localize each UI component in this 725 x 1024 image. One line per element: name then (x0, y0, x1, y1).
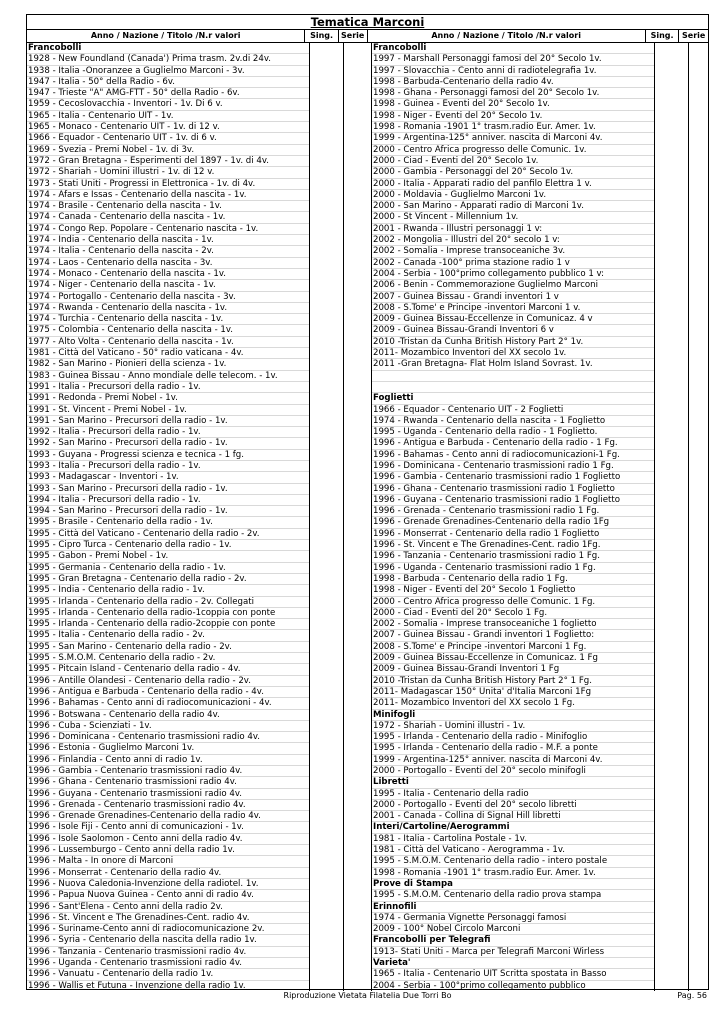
list-item: 1995 - Città del Vaticano - Centenario della radio - 2v. (27, 529, 309, 540)
list-item: 1993 - San Marino - Precursori della radio - 1v. (27, 484, 309, 495)
list-item: 2010 -Tristan da Cunha British History Part 2° 1v. (372, 337, 654, 348)
list-item: 2002 - Canada -100° prima stazione radio 1 v (372, 258, 654, 269)
list-item: 1996 - Grenada - Centenario trasmissioni radio 1 Fg. (372, 506, 654, 517)
list-item: 1974 - Afars e Issas - Centenario della nascita - 1v. (27, 190, 309, 201)
list-item: 1977 - Alto Volta - Centenario della nascita - 1v. (27, 337, 309, 348)
list-item: 2009 - Guinea Bissau-Grandi Inventori 6 v (372, 325, 654, 336)
header-sing-left: Sing. (305, 30, 339, 42)
list-item: 1996 - Gambia - Centenario trasmissioni radio 4v. (27, 766, 309, 777)
header-title-right: Anno / Nazione / Titolo /N.r valori (368, 30, 646, 42)
list-item: 1993 - Italia - Precursori della radio - 1v. (27, 461, 309, 472)
list-item: 1991 - Redonda - Premi Nobel - 1v. (27, 393, 309, 404)
section-heading: Erinnofili (372, 902, 654, 913)
list-item: 1928 - New Foundland (Canada') Prima trasm. 2v.di 24v. (27, 54, 309, 65)
list-item (372, 382, 654, 393)
list-item: 1974 - India - Centenario della nascita - 1v. (27, 235, 309, 246)
list-item: 1995 - S.M.O.M. Centenario della radio - intero postale (372, 856, 654, 867)
list-item: 2008 - S.Tome' e Principe -inventori Marconi 1 Fg. (372, 642, 654, 653)
list-item: 1995 - Irlanda - Centenario della radio - M.F. a ponte (372, 743, 654, 754)
page-footer (26, 990, 709, 1002)
list-item: 2004 - Serbia - 100°primo collegamento pubblico 1 v: (372, 269, 654, 280)
list-item: 2000 - Centro Africa progresso delle Comunic. 1v. (372, 145, 654, 156)
list-item: 2011 -Gran Bretagna- Flat Holm Island Sovrast. 1v. (372, 359, 654, 370)
list-item: 1974 - Rwanda - Centenario della nascita - 1 Foglietto (372, 416, 654, 427)
list-item: 1993 - Guyana - Progressi scienza e tecnica - 1 fg. (27, 450, 309, 461)
list-item: 1996 - Dominicana - Centenario trasmissioni radio 1 Fg. (372, 461, 654, 472)
list-item: 2000 - St Vincent - Millennium 1v. (372, 212, 654, 223)
list-item: 1972 - Shariah - Uomini illustri - 1v. (372, 721, 654, 732)
footer-text: Riproduzione Vietata Filatelia Due Torri Bo (283, 991, 452, 1000)
list-item: 1996 - Botswana - Centenario della radio 4v. (27, 710, 309, 721)
list-item: 1996 - Ghana - Centenario trasmissioni radio 1 Foglietto (372, 484, 654, 495)
list-item: 1973 - Stati Uniti - Progressi in Elettronica - 1v. di 4v. (27, 179, 309, 190)
list-item: 2001 - Canada - Collina di Signal Hill libretti (372, 811, 654, 822)
section-heading: Francobolli per Telegrafi (372, 935, 654, 946)
list-item: 2009 - Guinea Bissau-Grandi Inventori 1 Fg (372, 664, 654, 675)
list-item: 1998 - Barbuda-Centenario della radio 4v. (372, 77, 654, 88)
page-title: Tematica Marconi (27, 15, 708, 30)
list-item: 1974 - Italia - Centenario della nascita - 2v. (27, 246, 309, 257)
list-item: 2000 - Moldavia - Guglielmo Marconi 1v. (372, 190, 654, 201)
section-heading: Prove di Stampa (372, 879, 654, 890)
list-item: 1983 - Guinea Bissau - Anno mondiale delle telecom. - 1v. (27, 371, 309, 382)
list-item: 1995 - Gran Bretagna - Centenario della radio - 2v. (27, 574, 309, 585)
list-item: 2006 - Benin - Commemorazione Guglielmo Marconi (372, 280, 654, 291)
list-item: 2011- Madagascar 150° Unita' d'Italia Marconi 1Fg (372, 687, 654, 698)
list-item: 1996 - Grenade Grenadines-Centenario della radio 4v. (27, 811, 309, 822)
list-item: 1974 - Canada - Centenario della nascita - 1v. (27, 212, 309, 223)
list-item: 2007 - Guinea Bissau - Grandi inventori 1 Foglietto: (372, 630, 654, 641)
list-item: 1959 - Cecoslovacchia - Inventori - 1v. Di 6 v. (27, 99, 309, 110)
list-item: 1996 - Gambia - Centenario trasmissioni radio 1 Foglietto (372, 472, 654, 483)
list-item: 1998 - Barbuda - Centenario della radio 1 Fg. (372, 574, 654, 585)
section-heading: Francobolli (372, 43, 654, 54)
list-item: 2011- Mozambico Inventori del XX secolo 1 Fg. (372, 698, 654, 709)
list-item: 2000 - Ciad - Eventi del 20° Secolo 1 Fg. (372, 608, 654, 619)
list-item: 1996 - Tanzania - Centenario trasmissioni radio 4v. (27, 947, 309, 958)
list-item: 2002 - Somalia - Imprese transoceaniche 1 foglietto (372, 619, 654, 630)
list-item: 1974 - Niger - Centenario della nascita - 1v. (27, 280, 309, 291)
list-item: 1998 - Niger - Eventi del 20° Secolo 1v. (372, 111, 654, 122)
list-item: 1996 - Isole Fiji - Cento anni di comunicazioni - 1v. (27, 822, 309, 833)
column-headers (27, 30, 708, 43)
list-item: 1995 - Irlanda - Centenario della radio-1coppia con ponte (27, 608, 309, 619)
list-item: 1913- Stati Uniti - Marca per Telegrafi Marconi Wirless (372, 947, 654, 958)
list-item: 1974 - Congo Rep. Popolare - Centenario nascita - 1v. (27, 224, 309, 235)
list-item: 2000 - Portogallo - Eventi del 20° secolo libretti (372, 800, 654, 811)
list-item: 2007 - Guinea Bissau - Grandi inventori 1 v (372, 292, 654, 303)
list-item: 1999 - Argentina-125° anniver. nascita di Marconi 4v. (372, 133, 654, 144)
list-item (372, 371, 654, 382)
list-item: 1996 - Syria - Centenario della nascita della radio 1v. (27, 935, 309, 946)
list-item: 1995 - S.M.O.M. Centenario della radio - 2v. (27, 653, 309, 664)
list-item: 2001 - Rwanda - Illustri personaggi 1 v: (372, 224, 654, 235)
list-item: 1991 - Italia - Precursori della radio - 1v. (27, 382, 309, 393)
list-item: 1995 - S.M.O.M. Centenario della radio prova stampa (372, 890, 654, 901)
left-column (27, 43, 372, 991)
list-item: 1972 - Shariah - Uomini illustri - 1v. di 12 v. (27, 167, 309, 178)
list-item: 1996 - Grenade Grenadines-Centenario della radio 1Fg (372, 517, 654, 528)
list-item: 1995 - San Marino - Centenario della radio - 2v. (27, 642, 309, 653)
list-item: 1996 - Sant'Elena - Cento anni della radio 2v. (27, 902, 309, 913)
list-item: 1997 - Slovacchia - Cento anni di radiotelegrafia 1v. (372, 66, 654, 77)
section-heading: Minifogli (372, 710, 654, 721)
list-item: 1974 - Brasile - Centenario della nascita - 1v. (27, 201, 309, 212)
list-item: 1938 - Italia -Onoranzee a Guglielmo Marconi - 3v. (27, 66, 309, 77)
header-sing-right: Sing. (646, 30, 680, 42)
list-item: 1947 - Trieste "A" AMG-FTT - 50° della Radio - 6v. (27, 88, 309, 99)
list-item: 2009 - 100° Nobel Circolo Marconi (372, 924, 654, 935)
list-item: 1995 - Italia - Centenario della radio (372, 789, 654, 800)
list-item: 1996 - Nuova Caledonia-Invenzione della radiotel. 1v. (27, 879, 309, 890)
list-item: 1996 - Finlandia - Cento anni di radio 1v. (27, 755, 309, 766)
list-item: 1996 - Bahamas - Cento anni di radiocomunicazioni - 4v. (27, 698, 309, 709)
list-item: 1965 - Monaco - Centenario UIT - 1v. di 12 v. (27, 122, 309, 133)
list-item: 1994 - San Marino - Precursori della radio - 1v. (27, 506, 309, 517)
list-item: 1995 - Pitcain Island - Centenario della radio - 4v. (27, 664, 309, 675)
list-item: 1995 - Gabon - Premi Nobel - 1v. (27, 551, 309, 562)
list-item: 1996 - Antille Olandesi - Centenario della radio - 2v. (27, 676, 309, 687)
list-item: 2010 -Tristan da Cunha British History Part 2° 1 Fg. (372, 676, 654, 687)
list-item: 1995 - Cipro Turca - Centenario della radio - 1v. (27, 540, 309, 551)
list-item: 1993 - Madagascar - Inventori - 1v. (27, 472, 309, 483)
list-item: 1995 - Brasile - Centenario della radio - 1v. (27, 517, 309, 528)
list-item: 1996 - St. Vincent e The Grenadines-Cent. radio 4v. (27, 913, 309, 924)
list-item: 1975 - Colombia - Centenario della nascita - 1v. (27, 325, 309, 336)
list-item: 1996 - Tanzania - Centenario trasmissioni radio 1 Fg. (372, 551, 654, 562)
list-item: 1996 - Cuba - Scienziati - 1v. (27, 721, 309, 732)
list-item: 1996 - St. Vincent e The Grenadines-Cent. radio 1Fg. (372, 540, 654, 551)
list-item: 1998 - Ghana - Personaggi famosi del 20° Secolo 1v. (372, 88, 654, 99)
list-item: 1992 - San Marino - Precursori della radio - 1v. (27, 438, 309, 449)
list-item: 1969 - Svezia - Premi Nobel - 1v. di 3v. (27, 145, 309, 156)
list-item: 1996 - Dominicana - Centenario trasmissioni radio 4v. (27, 732, 309, 743)
list-item: 1996 - Monserrat - Centenario della radio 1 Foglietto (372, 529, 654, 540)
list-item: 2008 - S.Tome' e Principe -inventori Marconi 1 v. (372, 303, 654, 314)
header-serie-left: Serie (339, 30, 368, 42)
list-item: 1974 - Germania Vignette Personaggi famosi (372, 913, 654, 924)
section-heading: Libretti (372, 777, 654, 788)
list-item: 1992 - Italia - Precursori della radio - 1v. (27, 427, 309, 438)
list-item: 1966 - Equador - Centenario UIT - 2 Foglietti (372, 405, 654, 416)
list-item: 1996 - Ghana - Centenario trasmissioni radio 4v. (27, 777, 309, 788)
list-item: 1991 - St. Vincent - Premi Nobel - 1v. (27, 405, 309, 416)
catalog-sheet (26, 14, 709, 990)
list-item: 2009 - Guinea Bissau-Eccellenze in Comunicaz. 4 v (372, 314, 654, 325)
list-item: 1998 - Niger - Eventi del 20° Secolo 1 Foglietto (372, 585, 654, 596)
header-title-left: Anno / Nazione / Titolo /N.r valori (27, 30, 305, 42)
section-heading: Interi/Cartoline/Aerogrammi (372, 822, 654, 833)
list-item: 1994 - Italia - Precursori della radio - 1v. (27, 495, 309, 506)
list-item: 2011- Mozambico Inventori del XX secolo 1v. (372, 348, 654, 359)
list-item: 1996 - Guyana - Centenario trasmissioni radio 1 Foglietto (372, 495, 654, 506)
list-item: 1996 - Monserrat - Centenario della radio 4v. (27, 868, 309, 879)
list-item: 1966 - Equador - Centenario UIT - 1v. di 6 v. (27, 133, 309, 144)
list-item: 1995 - Italia - Centenario della radio - 2v. (27, 630, 309, 641)
list-item: 1996 - Grenada - Centenario trasmissioni radio 4v. (27, 800, 309, 811)
list-item: 1996 - Suriname-Cento anni di radiocomunicazione 2v. (27, 924, 309, 935)
list-item: 1996 - Uganda - Centenario trasmissioni radio 1 Fg. (372, 563, 654, 574)
list-item: 1996 - Vanuatu - Centenario della radio 1v. (27, 969, 309, 980)
list-item: 2000 - Italia - Apparati radio del panfilo Elettra 1 v. (372, 179, 654, 190)
list-item: 1974 - Turchia - Centenario della nascita - 1v. (27, 314, 309, 325)
list-item: 1981 - Italia - Cartolina Postale - 1v. (372, 834, 654, 845)
header-serie-right: Serie (682, 31, 706, 40)
right-column (372, 43, 708, 991)
list-item: 1947 - Italia - 50° della Radio - 6v. (27, 77, 309, 88)
list-item: 1998 - Guinea - Eventi del 20° Secolo 1v. (372, 99, 654, 110)
list-item: 2000 - Gambia - Personaggi del 20° Secolo 1v. (372, 167, 654, 178)
list-item: 1996 - Antigua e Barbuda - Centenario della radio - 1 Fg. (372, 438, 654, 449)
list-item: 2002 - Somalia - Imprese transoceaniche 3v. (372, 246, 654, 257)
section-heading: Varieta' (372, 958, 654, 969)
list-item: 1996 - Uganda - Centenario trasmissioni radio 4v. (27, 958, 309, 969)
list-item: 2009 - Guinea Bissau-Eccellenze in Comunicaz. 1 Fg (372, 653, 654, 664)
list-item: 2000 - Ciad - Eventi del 20° Secolo 1v. (372, 156, 654, 167)
list-item: 1974 - Portogallo - Centenario della nascita - 3v. (27, 292, 309, 303)
list-item: 1995 - Uganda - Centenario della radio - 1 Foglietto. (372, 427, 654, 438)
list-item: 1965 - Italia - Centenario UIT Scritta spostata in Basso (372, 969, 654, 980)
list-item: 1996 - Wallis et Futuna - Invenzione della radio 1v. (27, 981, 309, 991)
list-item: 2002 - Mongolia - Illustri del 20° secolo 1 v: (372, 235, 654, 246)
list-item: 2004 - Serbia - 100°primo collegamento pubblico (372, 981, 654, 991)
list-item: 1997 - Marshall Personaggi famosi del 20° Secolo 1v. (372, 54, 654, 65)
list-item: 1974 - Laos - Centenario della nascita - 3v. (27, 258, 309, 269)
list-item: 1972 - Gran Bretagna - Esperimenti del 1897 - 1v. di 4v. (27, 156, 309, 167)
list-item: 1996 - Estonia - Guglielmo Marconi 1v. (27, 743, 309, 754)
list-item: 1996 - Bahamas - Cento anni di radiocomunicazioni-1 Fg. (372, 450, 654, 461)
list-item: 1981 - Città del Vaticano - 50° radio vaticana - 4v. (27, 348, 309, 359)
list-item: 2000 - San Marino - Apparati radio di Marconi 1v. (372, 201, 654, 212)
section-heading: Foglietti (372, 393, 654, 404)
section-heading: Francobolli (27, 43, 309, 54)
list-item: 1974 - Monaco - Centenario della nascita - 1v. (27, 269, 309, 280)
list-item: 1995 - Irlanda - Centenario della radio - Minifoglio (372, 732, 654, 743)
list-item: 1996 - Lussemburgo - Cento anni della radio 1v. (27, 845, 309, 856)
list-item: 1995 - Irlanda - Centenario della radio - 2v. Collegati (27, 597, 309, 608)
list-item: 1998 - Romania -1901 1° trasm.radio Eur. Amer. 1v. (372, 122, 654, 133)
list-item: 1996 - Guyana - Centenario trasmissioni radio 4v. (27, 789, 309, 800)
list-item: 1998 - Romania -1901 1° trasm.radio Eur. Amer. 1v. (372, 868, 654, 879)
list-item: 1974 - Rwanda - Centenario della nascita - 1v. (27, 303, 309, 314)
list-item: 1996 - Malta - In onore di Marconi (27, 856, 309, 867)
list-item: 1995 - Germania - Centenario della radio - 1v. (27, 563, 309, 574)
list-item: 1999 - Argentina-125° anniver. nascita di Marconi 4v. (372, 755, 654, 766)
list-item: 1991 - San Marino - Precursori della radio - 1v. (27, 416, 309, 427)
list-item: 1981 - Città del Vaticano - Aerogramma - 1v. (372, 845, 654, 856)
list-item: 1996 - Papua Nuova Guinea - Cento anni di radio 4v. (27, 890, 309, 901)
list-item: 2000 - Portogallo - Eventi del 20° secolo minifogli (372, 766, 654, 777)
list-item: 1995 - India - Centenario della radio - 1v. (27, 585, 309, 596)
list-item: 1982 - San Marino - Pionieri della scienza - 1v. (27, 359, 309, 370)
list-item: 1996 - Isole Saolomon - Cento anni della radio 4v. (27, 834, 309, 845)
list-item: 2000 - Centro Africa progresso delle Comunic. 1 Fg. (372, 597, 654, 608)
list-item: 1996 - Antigua e Barbuda - Centenario della radio - 4v. (27, 687, 309, 698)
page-number: Pag. 56 (677, 991, 707, 1000)
list-item: 1965 - Italia - Centenario UIT - 1v. (27, 111, 309, 122)
list-item: 1995 - Irlanda - Centenario della radio-2coppie con ponte (27, 619, 309, 630)
